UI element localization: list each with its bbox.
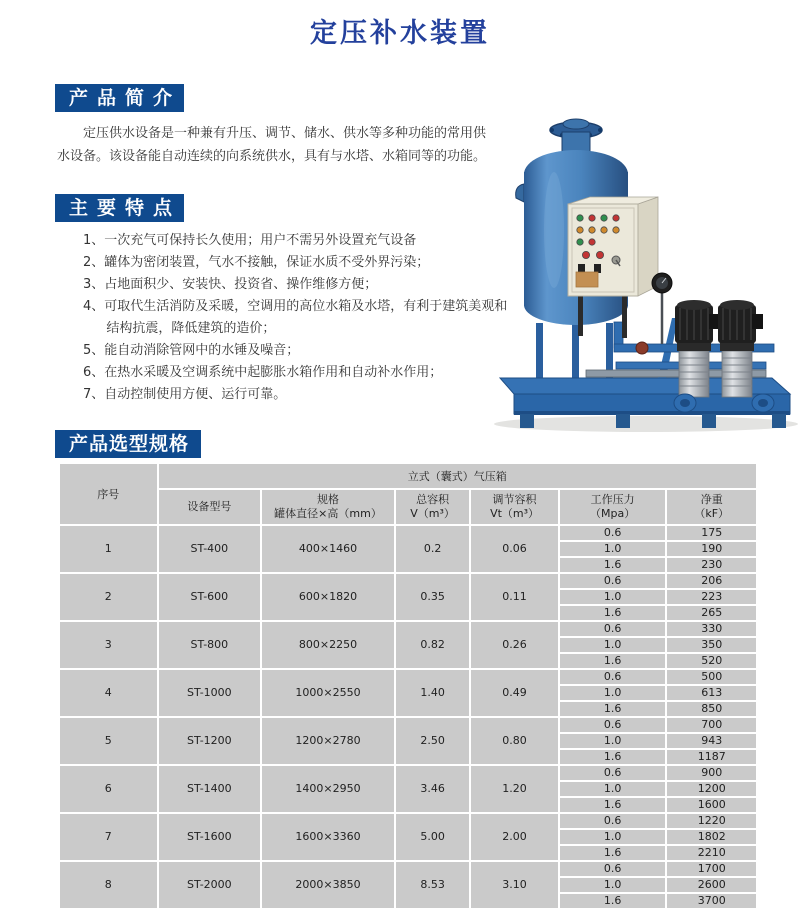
spec-heading-badge: 产品选型规格: [55, 430, 201, 458]
cell-volume: 1.40: [396, 670, 469, 716]
cell-index: 1: [60, 526, 157, 572]
cell-weight: 2210: [667, 846, 756, 860]
cell-adjust: 0.49: [471, 670, 558, 716]
feature-item: 1、一次充气可保持长久使用；用户不需另外设置充气设备: [83, 233, 417, 248]
cell-spec: 1200×2780: [262, 718, 394, 764]
cell-model: ST-1000: [159, 670, 261, 716]
cell-adjust: 0.11: [471, 574, 558, 620]
cell-index: 8: [60, 862, 157, 908]
cell-index: 5: [60, 718, 157, 764]
col-header-pressure: [560, 490, 666, 524]
cell-model: ST-1600: [159, 814, 261, 860]
cell-pressure: 0.6: [560, 766, 666, 780]
cell-pressure: 1.6: [560, 798, 666, 812]
cell-pressure: 0.6: [560, 574, 666, 588]
cell-pressure: 1.0: [560, 782, 666, 796]
feature-item: 7、自动控制使用方便、运行可靠。: [83, 387, 287, 402]
cell-adjust: 0.26: [471, 622, 558, 668]
spec-row: [60, 526, 756, 540]
cell-spec: 2000×3850: [262, 862, 394, 908]
cell-pressure: 1.0: [560, 734, 666, 748]
cell-weight: 700: [667, 718, 756, 732]
cell-pressure: 1.0: [560, 590, 666, 604]
col-header-volume-line1: 总容积: [416, 493, 450, 506]
cell-model: ST-2000: [159, 862, 261, 908]
col-header-spec-line1: 规格: [317, 493, 339, 506]
cell-pressure: 1.6: [560, 750, 666, 764]
cell-volume: 2.50: [396, 718, 469, 764]
cell-adjust: 0.80: [471, 718, 558, 764]
cell-weight: 1802: [667, 830, 756, 844]
cell-spec: 400×1460: [262, 526, 394, 572]
product-photo-illustration: [466, 100, 798, 434]
spec-table-body: [60, 526, 756, 908]
cell-pressure: 1.6: [560, 558, 666, 572]
cell-volume: 0.82: [396, 622, 469, 668]
col-header-model: 设备型号: [159, 490, 261, 524]
spec-row: [60, 718, 756, 732]
feature-item: 2、罐体为密闭装置，气水不接触，保证水质不受外界污染；: [83, 255, 430, 270]
cell-spec: 800×2250: [262, 622, 394, 668]
cell-adjust: 2.00: [471, 814, 558, 860]
intro-paragraph: 定压供水设备是一种兼有升压、调节、储水、供水等多种功能的常用供水设备。该设备能自动连续的向系统供水，具有与水塔、水箱同等的功能。: [57, 126, 487, 164]
cell-pressure: 1.6: [560, 654, 666, 668]
cell-pressure: 1.0: [560, 878, 666, 892]
cell-weight: 223: [667, 590, 756, 604]
cell-pressure: 0.6: [560, 814, 666, 828]
intro-heading-badge: 产品简介: [55, 84, 184, 112]
cell-pressure: 0.6: [560, 622, 666, 636]
spec-row: [60, 670, 756, 684]
cell-weight: 613: [667, 686, 756, 700]
col-header-spec-line2: 罐体直径×高（mm）: [274, 507, 382, 520]
cell-spec: 1400×2950: [262, 766, 394, 812]
cell-weight: 3700: [667, 894, 756, 908]
cell-pressure: 1.6: [560, 702, 666, 716]
col-header-adjust: [471, 490, 558, 524]
cell-weight: 1700: [667, 862, 756, 876]
feature-item: 5、能自动消除管网中的水锤及噪音；: [83, 343, 300, 358]
cell-adjust: 1.20: [471, 766, 558, 812]
col-header-pressure-line1: 工作压力: [590, 493, 635, 506]
cell-weight: 230: [667, 558, 756, 572]
col-header-spec: [262, 490, 394, 524]
cell-pressure: 1.0: [560, 638, 666, 652]
spec-row: [60, 574, 756, 588]
spec-table: [58, 462, 758, 910]
pump-unit: [674, 300, 774, 412]
cell-adjust: 0.06: [471, 526, 558, 572]
cell-index: 6: [60, 766, 157, 812]
cell-pressure: 1.0: [560, 686, 666, 700]
cell-pressure: 0.6: [560, 862, 666, 876]
cell-weight: 1600: [667, 798, 756, 812]
cell-weight: 1200: [667, 782, 756, 796]
col-header-index: 序号: [60, 464, 157, 524]
cell-pressure: 0.6: [560, 718, 666, 732]
cell-pressure: 0.6: [560, 670, 666, 684]
col-header-adjust-line1: 调节容积: [492, 493, 537, 506]
col-header-adjust-line2: Vt（m³）: [490, 507, 540, 520]
cell-index: 2: [60, 574, 157, 620]
feature-item: 4、可取代生活消防及采暖，空调用的高位水箱及水塔，有利于建筑美观和结构抗震，降低建筑的造价；: [83, 299, 508, 336]
cell-weight: 2600: [667, 878, 756, 892]
feature-list: [55, 230, 513, 406]
cell-volume: 3.46: [396, 766, 469, 812]
cell-volume: 0.2: [396, 526, 469, 572]
product-photo: [466, 100, 798, 434]
page-title: 定压补水装置: [310, 18, 490, 49]
col-header-weight-line1: 净重: [700, 493, 723, 506]
cell-weight: 850: [667, 702, 756, 716]
cell-volume: 0.35: [396, 574, 469, 620]
cell-model: ST-800: [159, 622, 261, 668]
col-header-volume: [396, 490, 469, 524]
cell-weight: 206: [667, 574, 756, 588]
cell-weight: 520: [667, 654, 756, 668]
cell-index: 7: [60, 814, 157, 860]
spec-row: [60, 862, 756, 876]
spec-table-header-row: [60, 490, 756, 524]
cell-model: ST-1400: [159, 766, 261, 812]
cell-spec: 1600×3360: [262, 814, 394, 860]
cell-weight: 190: [667, 542, 756, 556]
spec-table-group-row: [60, 464, 756, 488]
cell-pressure: 0.6: [560, 526, 666, 540]
cell-weight: 500: [667, 670, 756, 684]
cell-spec: 1000×2550: [262, 670, 394, 716]
col-header-volume-line2: V（m³）: [410, 507, 455, 520]
cell-adjust: 3.10: [471, 862, 558, 908]
col-header-pressure-line2: （Mpa）: [589, 507, 636, 520]
spec-table-group-header: 立式（囊式）气压箱: [159, 464, 756, 488]
cell-weight: 1187: [667, 750, 756, 764]
cell-index: 3: [60, 622, 157, 668]
spec-row: [60, 622, 756, 636]
spec-row: [60, 766, 756, 780]
cell-volume: 5.00: [396, 814, 469, 860]
cell-spec: 600×1820: [262, 574, 394, 620]
cell-model: ST-1200: [159, 718, 261, 764]
cell-weight: 943: [667, 734, 756, 748]
cell-model: ST-600: [159, 574, 261, 620]
col-header-weight-line2: （kF）: [694, 507, 730, 520]
cell-weight: 175: [667, 526, 756, 540]
feature-item: 3、占地面积少、安装快、投资省、操作维修方便；: [83, 277, 378, 292]
cell-weight: 265: [667, 606, 756, 620]
cell-weight: 900: [667, 766, 756, 780]
cell-index: 4: [60, 670, 157, 716]
col-header-weight: [667, 490, 756, 524]
cell-volume: 8.53: [396, 862, 469, 908]
cell-pressure: 1.0: [560, 830, 666, 844]
features-heading-badge: 主要特点: [55, 194, 184, 222]
floor-shadow: [494, 416, 798, 432]
spec-row: [60, 814, 756, 828]
feature-item: 6、在热水采暖及空调系统中起膨胀水箱作用和自动补水作用；: [83, 365, 443, 380]
cell-model: ST-400: [159, 526, 261, 572]
cell-weight: 1220: [667, 814, 756, 828]
spec-section: [55, 430, 800, 910]
cell-pressure: 1.0: [560, 542, 666, 556]
cell-weight: 350: [667, 638, 756, 652]
cell-pressure: 1.6: [560, 846, 666, 860]
cell-pressure: 1.6: [560, 606, 666, 620]
cell-weight: 330: [667, 622, 756, 636]
cell-pressure: 1.6: [560, 894, 666, 908]
